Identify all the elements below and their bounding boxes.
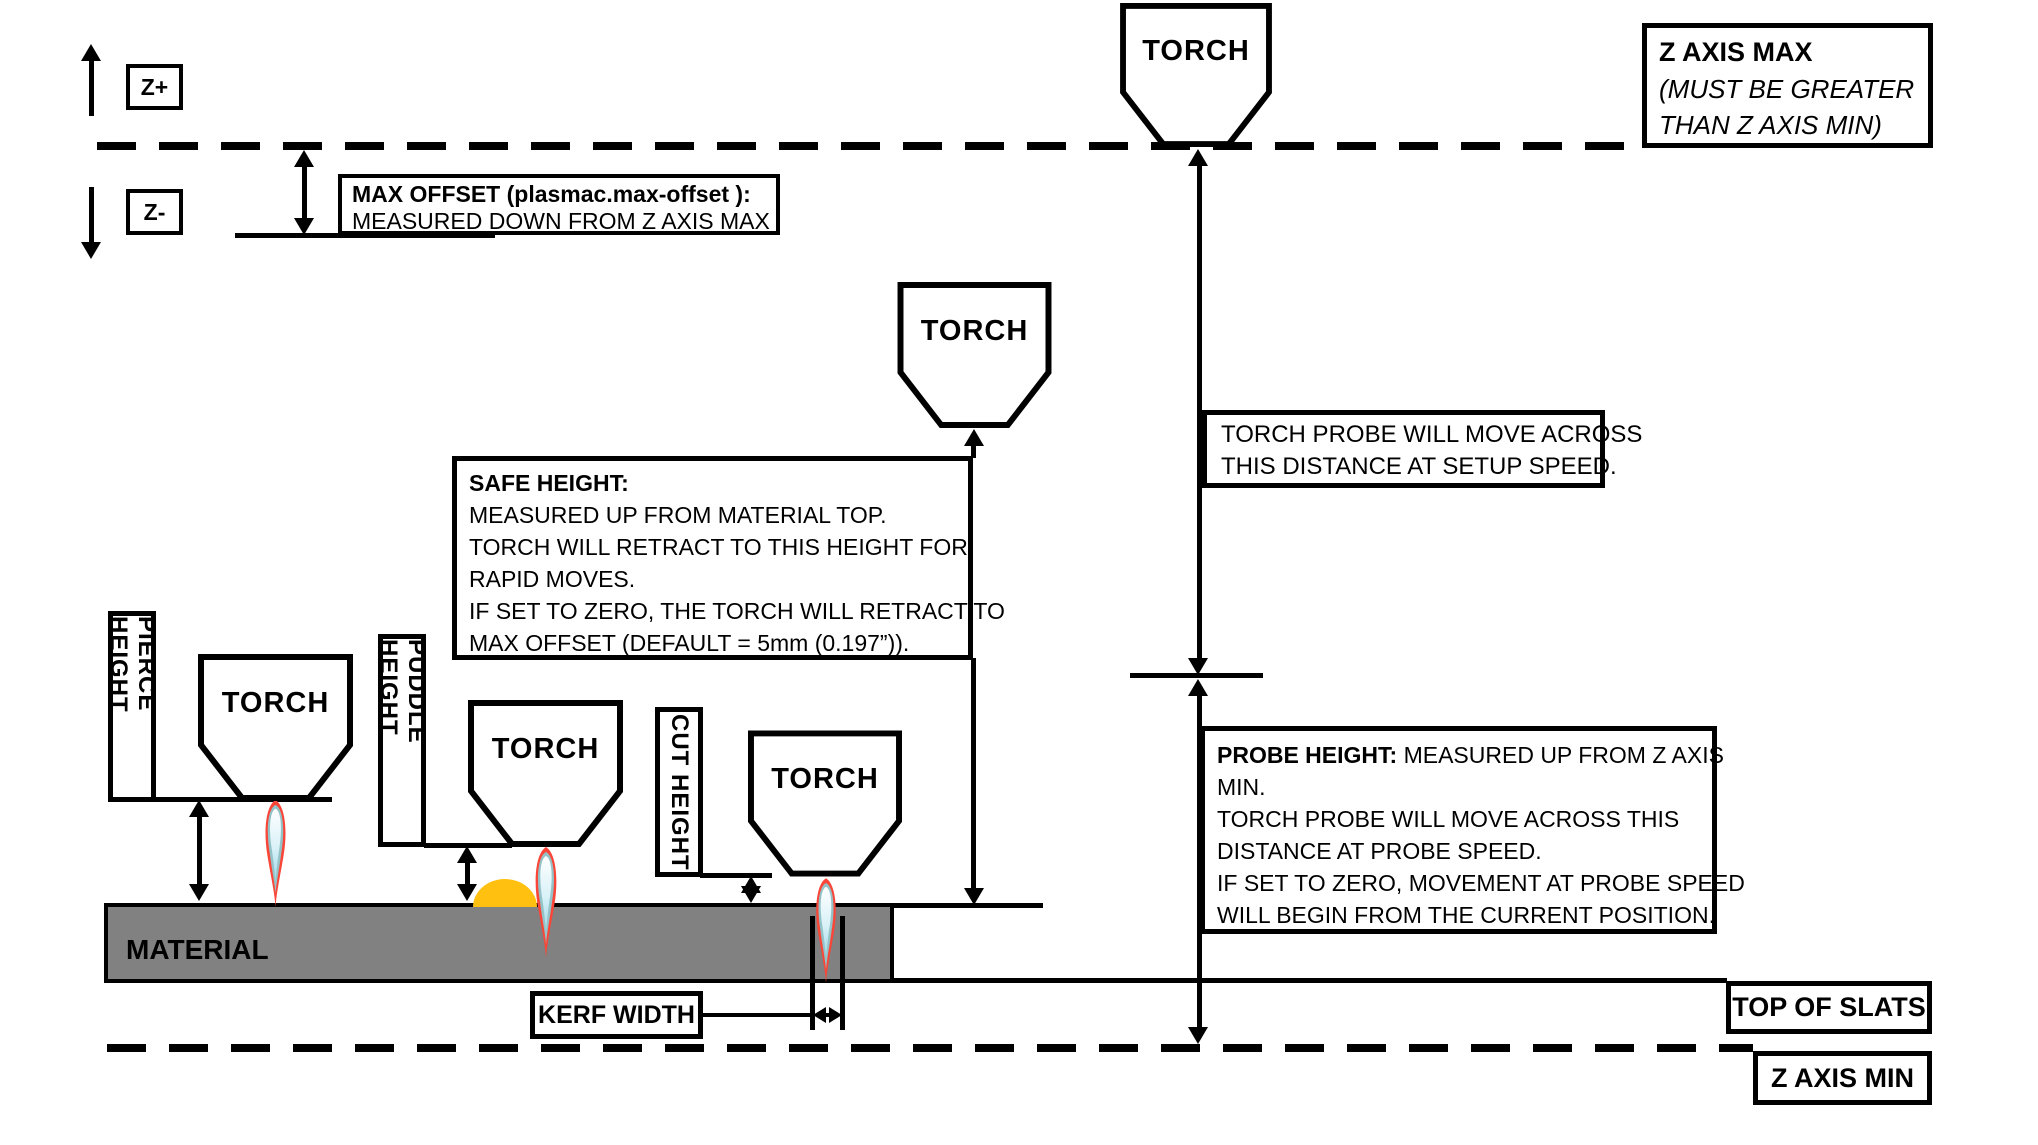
max-offset-callout [338,174,780,235]
kerf-connector-line [702,1013,812,1017]
safe-height-callout [452,456,1005,660]
plasma-arc-icon [529,847,563,959]
z-axis-max-sub2: THAN Z AXIS MIN) [1659,110,1882,140]
z-plus-arrow-icon [81,44,101,61]
puddle-arrow-shaft [465,860,470,886]
pierce-height-label: PIERCE HEIGHT [105,616,160,713]
material-slab [104,903,894,983]
setup-distance-arrow-down-icon [1188,658,1208,675]
top-of-slats-label-box [1726,981,1932,1034]
plasma-arc-icon [259,800,292,908]
z-plus-label: Z+ [140,73,169,100]
z-axis-min-label-box [1753,1051,1932,1105]
cut-arrow-down-icon [741,886,761,903]
z-plus-arrow-shaft [89,60,94,116]
torch-label: TORCH [221,687,330,720]
safe-height-title: SAFE HEIGHT: [469,470,629,496]
safe-height-line: TORCH WILL RETRACT TO THIS HEIGHT FOR [469,534,968,560]
probe-height-line: WILL BEGIN FROM THE CURRENT POSITION. [1217,902,1715,928]
probe-distance-arrow-down-icon [1188,1027,1208,1044]
safe-height-line: MEASURED UP FROM MATERIAL TOP. [469,502,887,528]
z-axis-min-label: Z AXIS MIN [1770,1062,1914,1093]
kerf-width-label-box [530,991,703,1039]
z-minus-label-box [126,189,183,235]
puddle-height-label: PUDDLE HEIGHT [375,639,430,744]
puddle-height-label-box [375,634,430,847]
probe-height-line: TORCH PROBE WILL MOVE ACROSS THIS [1217,806,1680,832]
torch-label: TORCH [771,763,879,796]
torch-at-z-max [1119,3,1273,147]
probe-height-line: IF SET TO ZERO, MOVEMENT AT PROBE SPEED [1217,870,1745,896]
pierce-height-label-box [105,611,160,802]
torch-probe-line1: TORCH PROBE WILL MOVE ACROSS [1221,421,1643,448]
z-axis-max-callout [1642,23,1933,148]
pierce-arrow-shaft [197,814,202,886]
z-axis-max-title: Z AXIS MAX [1659,37,1813,67]
torch-label: TORCH [1142,35,1250,68]
puddle-arrow-down-icon [457,884,477,901]
material-label: MATERIAL [126,934,269,965]
max-offset-arrow-down-icon [294,218,314,235]
probe-height-title-rest: MEASURED UP FROM Z AXIS [1397,742,1724,768]
safe-height-line: MAX OFFSET (DEFAULT = 5mm (0.197”)). [469,630,910,656]
top-of-slats-line [894,978,1727,983]
z-axis-min-dashed-line [107,1044,1753,1052]
kerf-arrow-right-icon [829,1007,842,1023]
pierce-arrow-down-icon [189,884,209,901]
plasma-arc-icon [810,877,842,985]
kerf-width-label: KERF WIDTH [538,1000,695,1029]
cut-height-label-box [655,707,703,877]
max-offset-title: MAX OFFSET (plasmac.max-offset ): [352,181,751,207]
z-minus-arrow-icon [81,242,101,259]
probe-height-title: PROBE HEIGHT: [1217,742,1398,768]
top-of-slats-label: TOP OF SLATS [1732,992,1926,1022]
cut-height-label: CUT HEIGHT [666,713,693,871]
molten-puddle-shape [473,879,537,907]
torch-probe-line2: THIS DISTANCE AT SETUP SPEED. [1221,453,1617,480]
max-offset-body: MEASURED DOWN FROM Z AXIS MAX [352,208,770,234]
safe-height-line: IF SET TO ZERO, THE TORCH WILL RETRACT TO [469,598,1005,624]
z-plus-label-box [126,64,183,110]
torch-label: TORCH [920,315,1029,348]
torch-label: TORCH [491,733,600,766]
safe-height-line: RAPID MOVES. [469,566,636,592]
z-minus-label: Z- [143,198,166,225]
z-minus-arrow-shaft [89,187,94,244]
max-offset-arrow-shaft [302,165,307,220]
torch-at-pierce-height [198,654,353,801]
safe-height-arrow-bottom-shaft [971,658,976,890]
torch-at-safe-height [897,282,1052,428]
probe-height-callout [1200,726,1745,934]
probe-height-line: DISTANCE AT PROBE SPEED. [1217,838,1542,864]
torch-probe-callout [1202,410,1643,488]
torch-at-puddle-height [468,700,623,847]
torch-at-cut-height [748,730,902,877]
z-axis-max-sub1: (MUST BE GREATER [1659,74,1915,104]
z-axis-max-dashed-line [97,142,1641,150]
safe-height-arrow-down-icon [964,888,984,905]
probe-height-line: MIN. [1217,774,1266,800]
